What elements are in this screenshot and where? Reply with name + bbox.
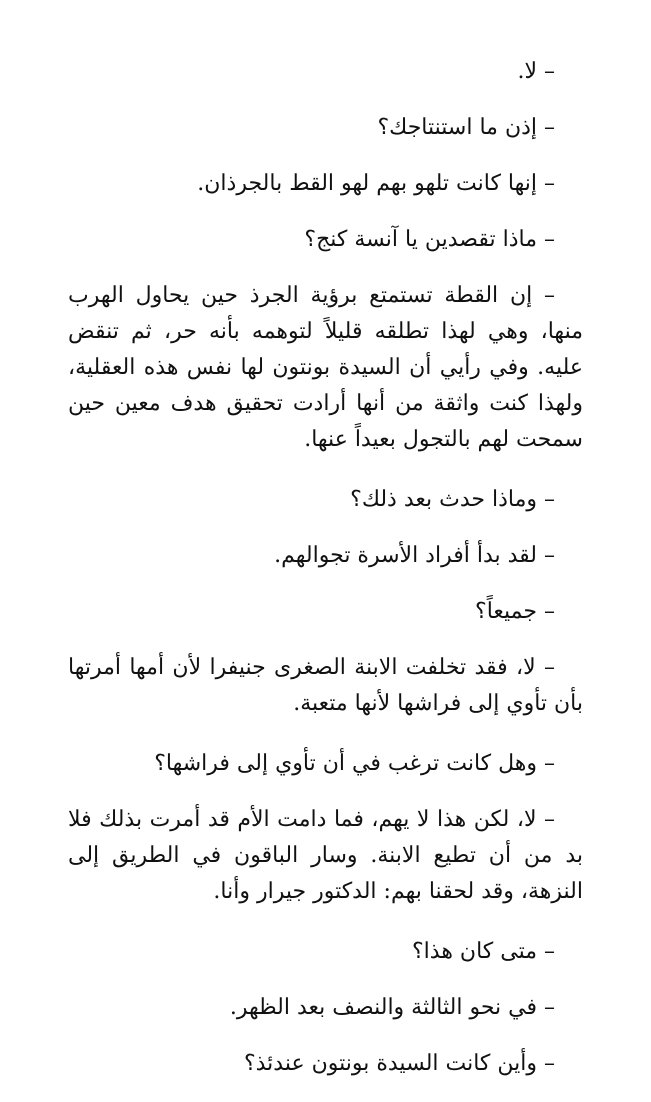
dialogue-line: – وهل كانت ترغب في أن تأوي إلى فراشها؟ [154,751,555,776]
dialogue-line: – إذن ما استنتاجك؟ [377,115,555,140]
dialogue-line: – وماذا حدث بعد ذلك؟ [350,487,555,512]
dialogue-line: – متى كان هذا؟ [411,939,555,964]
dialogue-paragraph: – لا، لكن هذا لا يهم، فما دامت الأم قد أمرت بذلك فلا بد من أن تطيع الابنة. وسار الباقون في الطريق إلى النزهة، وقد لحقنا بهم: الدكتور جيرار وأنا. [68,807,583,904]
dialogue-line: – لقد بدأ أفراد الأسرة تجوالهم. [274,543,555,568]
dialogue-paragraph: – لا، فقد تخلفت الابنة الصغرى جنيفرا لأن أمها أمرتها بأن تأوي إلى فراشها لأنها متعبة. [68,655,583,716]
dialogue-line: – وأين كانت السيدة بونتون عندئذ؟ [243,1051,555,1076]
dialogue-line: – جميعاً؟ [475,599,555,624]
dialogue-line: – في نحو الثالثة والنصف بعد الظهر. [229,995,555,1020]
document-page [68,54,583,1102]
dialogue-line: – ماذا تقصدين يا آنسة كنج؟ [304,227,555,252]
dialogue-line: – لا. [517,59,555,84]
dialogue-paragraph: – إن القطة تستمتع برؤية الجرذ حين يحاول الهرب منها، وهي لهذا تطلقه قليلاً لتوهمه بأنه حر، ثم تنقض عليه. وفي رأيي أن السيدة بونتون لها نفس هذه العقلية، ولهذا كنت واثقة من أنها أرادت تحقيق هدف معين حين سمحت لهم بالتجول بعيداً عنها. [68,283,583,452]
dialogue-line: – إنها كانت تلهو بهم لهو القط بالجرذان. [197,171,555,196]
